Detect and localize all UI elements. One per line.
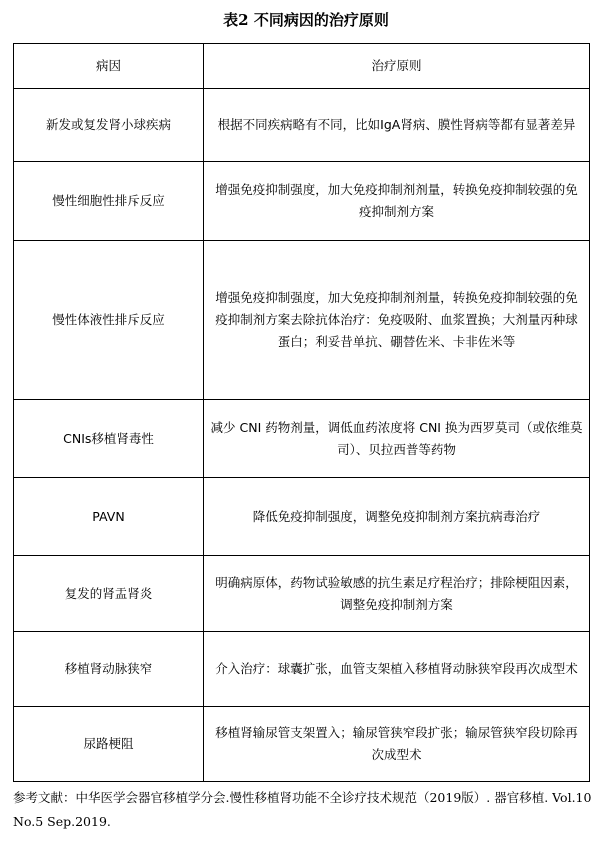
principle-cell: 介入治疗：球囊扩张，血管支架植入移植肾动脉狭窄段再次成型术 xyxy=(204,632,590,707)
cause-cell: 慢性细胞性排斥反应 xyxy=(14,162,204,241)
cause-cell: 移植肾动脉狭窄 xyxy=(14,632,204,707)
table-row xyxy=(14,707,590,782)
reference-note: 参考文献：中华医学会器官移植学分会.慢性移植肾功能不全诊疗技术规范（2019版）. 器官移植. Vol.10 No.5 Sep.2019. xyxy=(13,790,592,829)
table-row xyxy=(14,162,590,241)
table-row xyxy=(14,241,590,400)
principle-cell: 增强免疫抑制强度，加大免疫抑制剂剂量，转换免疫抑制较强的免疫抑制剂方案 xyxy=(204,162,590,241)
principle-cell: 移植肾输尿管支架置入；输尿管狭窄段扩张；输尿管狭窄段切除再次成型术 xyxy=(204,707,590,782)
principle-cell: 增强免疫抑制强度，加大免疫抑制剂剂量，转换免疫抑制较强的免疫抑制剂方案去除抗体治疗：免疫吸附、血浆置换；大剂量丙种球蛋白；利妥昔单抗、硼替佐米、卡非佐米等 xyxy=(204,241,590,400)
table-row xyxy=(14,556,590,632)
table-row xyxy=(14,89,590,162)
principle-cell: 降低免疫抑制强度，调整免疫抑制剂方案抗病毒治疗 xyxy=(204,478,590,556)
treatment-principles-table xyxy=(13,43,590,782)
header-cause: 病因 xyxy=(14,44,204,89)
cause-cell: 尿路梗阻 xyxy=(14,707,204,782)
principle-cell: 根据不同疾病略有不同，比如IgA肾病、膜性肾病等都有显著差异 xyxy=(204,89,590,162)
table-title: 表2 不同病因的治疗原则 xyxy=(223,11,389,29)
cause-cell: 新发或复发肾小球疾病 xyxy=(14,89,204,162)
table-row xyxy=(14,400,590,478)
table-header-row xyxy=(14,44,590,89)
header-principle: 治疗原则 xyxy=(204,44,590,89)
cause-cell: 慢性体液性排斥反应 xyxy=(14,241,204,400)
cause-cell: CNIs移植肾毒性 xyxy=(14,400,204,478)
table-row xyxy=(14,632,590,707)
cause-cell: 复发的肾盂肾炎 xyxy=(14,556,204,632)
principle-cell: 明确病原体，药物试验敏感的抗生素足疗程治疗；排除梗阻因素，调整免疫抑制剂方案 xyxy=(204,556,590,632)
cause-cell: PAVN xyxy=(14,478,204,556)
table-row xyxy=(14,478,590,556)
principle-cell: 减少 CNI 药物剂量，调低血药浓度将 CNI 换为西罗莫司（或依维莫司）、贝拉西普等药物 xyxy=(204,400,590,478)
